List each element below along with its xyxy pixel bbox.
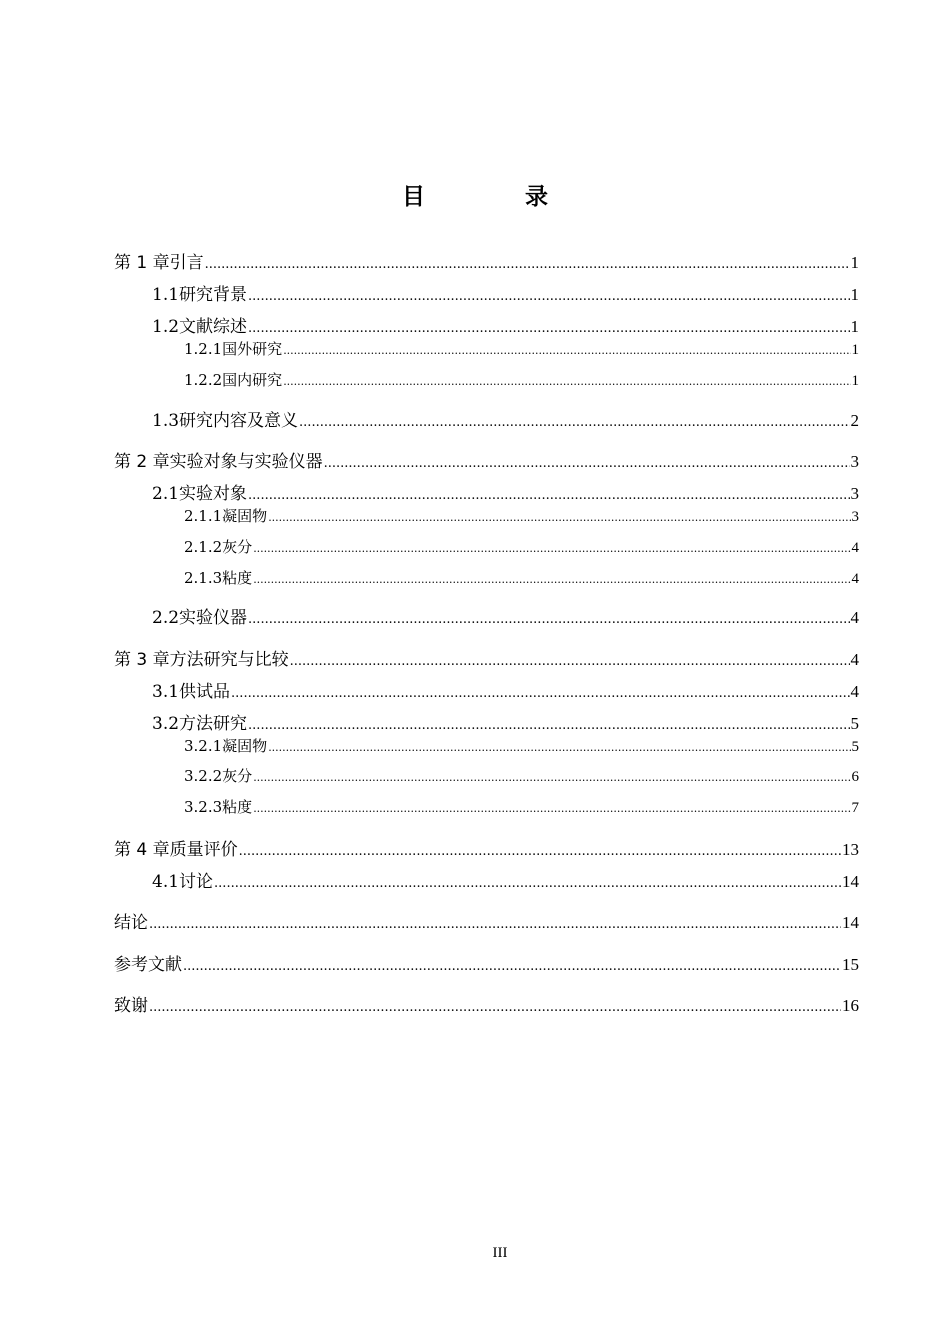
toc-entry-label: 方法研究与比较 — [169, 650, 289, 670]
dot-leader — [253, 771, 850, 784]
toc-entry[interactable] — [114, 765, 859, 786]
toc-entry-number: 2.1.3 — [184, 569, 223, 587]
toc-entry-label: 讨论 — [179, 872, 214, 892]
toc-entry-page: 2 — [850, 411, 859, 430]
toc-entry-page: 1 — [851, 373, 859, 389]
toc-entry-number: 第 1 章 — [114, 253, 170, 273]
toc-entry-label: 凝固物 — [222, 737, 268, 755]
dot-leader — [268, 511, 850, 524]
toc-entry-label: 方法研究 — [179, 714, 248, 734]
toc-entry-page: 1 — [850, 285, 859, 304]
dot-leader — [283, 344, 850, 357]
dot-leader — [248, 289, 849, 304]
dot-leader — [205, 257, 850, 272]
toc-entry[interactable] — [114, 280, 859, 305]
toc-entry-label: 粘度 — [222, 798, 253, 816]
toc-entry-number: 1.2 — [152, 317, 180, 337]
toc-entry[interactable] — [114, 312, 859, 337]
toc-entry-page: 7 — [851, 800, 859, 816]
dot-leader — [248, 612, 849, 627]
toc-entry-number: 3.2.3 — [184, 798, 223, 816]
toc-entry-page: 4 — [851, 540, 859, 556]
toc-entry[interactable] — [114, 677, 859, 702]
toc-entry-page: 3 — [850, 484, 859, 503]
toc-entry-label: 灰分 — [222, 767, 253, 785]
toc-entry-label: 致谢 — [114, 996, 148, 1016]
toc-entry-page: 1 — [850, 317, 859, 336]
toc-entry[interactable] — [114, 645, 859, 670]
toc-entry-number: 3.2.1 — [184, 737, 223, 755]
toc-entry-label: 参考文献 — [114, 955, 182, 975]
toc-entry-number: 3.2.2 — [184, 767, 223, 785]
dot-leader — [283, 375, 850, 388]
toc-entry-label: 国内研究 — [222, 371, 283, 389]
toc-entry[interactable] — [114, 735, 859, 756]
toc-entry-label: 文献综述 — [179, 317, 248, 337]
toc-entry-label: 实验对象与实验仪器 — [169, 452, 323, 472]
toc-entry-number: 2.2 — [152, 608, 180, 628]
toc-entry[interactable] — [114, 369, 859, 390]
toc-entry-number: 3.2 — [152, 714, 180, 734]
dot-leader — [299, 415, 849, 430]
toc-entry[interactable] — [114, 406, 859, 431]
dot-leader — [290, 654, 850, 669]
toc-entry-page: 14 — [842, 872, 859, 891]
toc-entry-page: 15 — [842, 955, 859, 974]
toc-entry-page: 16 — [842, 996, 859, 1015]
toc-entry-page: 6 — [851, 769, 859, 785]
toc-entry-number: 2.1.1 — [184, 507, 223, 525]
toc-entry-number: 3.1 — [152, 682, 180, 702]
dot-leader — [248, 321, 849, 336]
toc-entry-page: 4 — [851, 571, 859, 587]
toc-entry-number: 1.2.1 — [184, 340, 223, 358]
toc-entry-label: 结论 — [114, 913, 148, 933]
toc-entry-page: 5 — [850, 714, 859, 733]
dot-leader — [231, 686, 849, 701]
toc-entry-number: 2.1 — [152, 484, 180, 504]
toc-entry-label: 国外研究 — [222, 340, 283, 358]
toc-entry[interactable] — [114, 796, 859, 817]
toc-entry-page: 14 — [842, 913, 859, 932]
toc-entry[interactable] — [114, 603, 859, 628]
toc-entry-number: 第 4 章 — [114, 840, 170, 860]
dot-leader — [149, 917, 841, 932]
toc-title: 目 录 — [401, 184, 594, 210]
toc-entry[interactable] — [114, 447, 859, 472]
toc-entry-label: 粘度 — [222, 569, 253, 587]
toc-entry-label: 实验对象 — [179, 484, 248, 504]
toc-entry[interactable] — [114, 505, 859, 526]
toc-entry-number: 2.1.2 — [184, 538, 223, 556]
toc-entry-label: 供试品 — [179, 682, 231, 702]
toc-entry-label: 灰分 — [222, 538, 253, 556]
toc-entry[interactable] — [114, 709, 859, 734]
toc-entry-number: 1.2.2 — [184, 371, 223, 389]
toc-entry-label: 引言 — [169, 253, 204, 273]
dot-leader — [183, 959, 841, 974]
toc-entry-page: 4 — [850, 608, 859, 627]
toc-entry[interactable] — [114, 991, 859, 1016]
toc-entry-page: 3 — [850, 452, 859, 471]
toc-entry-number: 1.1 — [152, 285, 180, 305]
toc-entry[interactable] — [114, 867, 859, 892]
toc-entry-number: 第 3 章 — [114, 650, 170, 670]
toc-entry[interactable] — [114, 950, 859, 975]
toc-entry-number: 4.1 — [152, 872, 180, 892]
toc-entry[interactable] — [114, 835, 859, 860]
toc-entry[interactable] — [114, 479, 859, 504]
page-number-footer: III — [492, 1245, 508, 1261]
toc-entry-number: 1.3 — [152, 411, 180, 431]
dot-leader — [248, 488, 849, 503]
toc-entry-page: 1 — [851, 342, 859, 358]
dot-leader — [253, 802, 850, 815]
dot-leader — [239, 844, 841, 859]
toc-entry-page: 4 — [850, 650, 859, 669]
dot-leader — [149, 1000, 841, 1015]
toc-entry-label: 研究内容及意义 — [179, 411, 299, 431]
dot-leader — [214, 876, 841, 891]
toc-entry-page: 3 — [851, 509, 859, 525]
toc-entry-number: 第 2 章 — [114, 452, 170, 472]
dot-leader — [253, 542, 850, 555]
toc-entry-page: 1 — [850, 253, 859, 272]
dot-leader — [253, 573, 850, 586]
toc-entry-page: 5 — [851, 739, 859, 755]
toc-entry[interactable] — [114, 567, 859, 588]
toc-entry-page: 4 — [850, 682, 859, 701]
toc-entry-page: 13 — [842, 840, 859, 859]
toc-entry[interactable] — [114, 536, 859, 557]
dot-leader — [324, 456, 850, 471]
toc-entry-label: 研究背景 — [179, 285, 248, 305]
toc-entry-label: 质量评价 — [169, 840, 238, 860]
toc-entry[interactable] — [114, 908, 859, 933]
dot-leader — [268, 741, 850, 754]
toc-entry-label: 凝固物 — [222, 507, 268, 525]
toc-entry-label: 实验仪器 — [179, 608, 248, 628]
toc-entry[interactable] — [114, 248, 859, 273]
toc-entry[interactable] — [114, 338, 859, 359]
dot-leader — [248, 718, 849, 733]
